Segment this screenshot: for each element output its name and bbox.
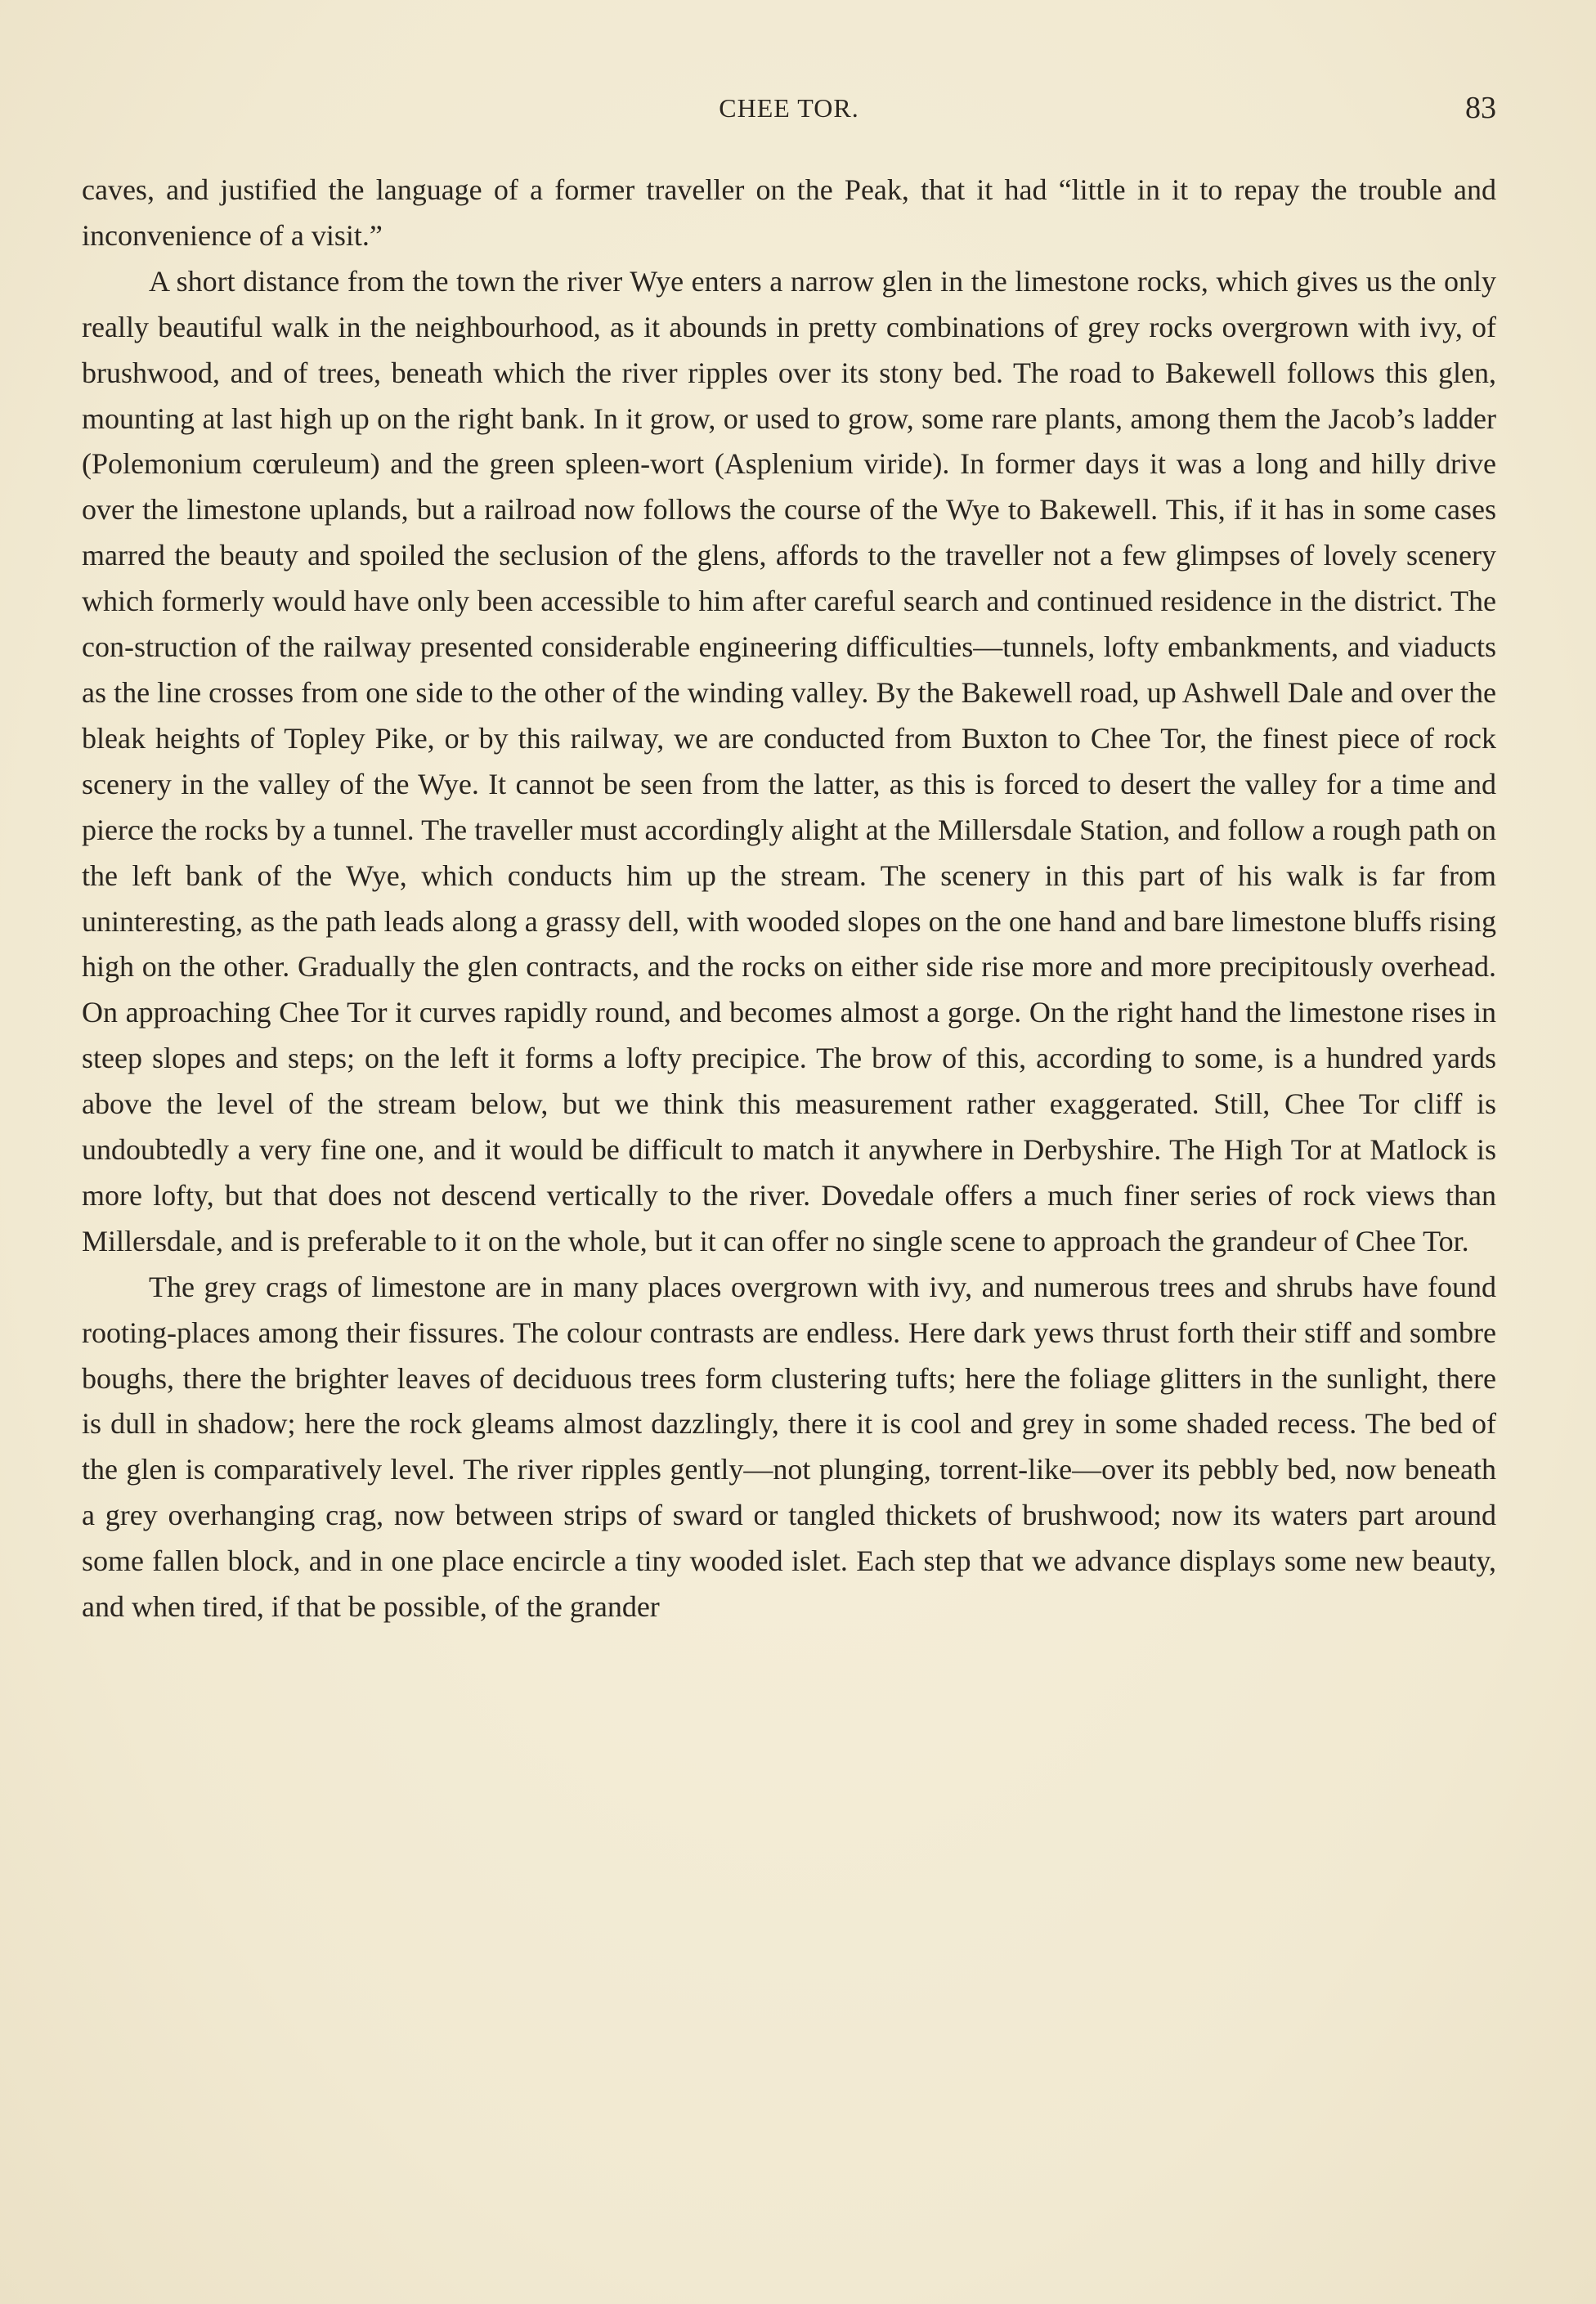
running-head [82, 88, 1496, 129]
paragraph-continuation: caves, and justified the language of a former traveller on the Peak, that it had “little in it to repay the trouble and inconvenience of a visit.” [82, 173, 1496, 252]
paragraph-wye-glen: A short distance from the town the river Wye enters a narrow glen in the limestone rocks, which gives us the only really beautiful walk in the neighbourhood, as it abounds in pretty combinations of grey rocks overgrown with ivy, of brushwood, and of trees, beneath which the river ripples over its stony bed. The road to Bakewell follows this glen, mounting at last high up on the right bank. In it grow, or used to grow, some rare plants, among them the Jacob’s ladder (Polemonium cœruleum) and the green spleen-wort (Asplenium viride). In former days it was a long and hilly drive over the limestone uplands, but a railroad now follows the course of the Wye to Bakewell. This, if it has in some cases marred the beauty and spoiled the seclusion of the glens, affords to the traveller not a few glimpses of lovely scenery which formerly would have only been accessible to him after careful search and continued residence in the district. The con-struction of the railway presented considerable engineering difficulties—tunnels, lofty embankments, and viaducts as the line crosses from one side to the other of the winding valley. By the Bakewell road, up Ashwell Dale and over the bleak heights of Topley Pike, or by this railway, we are conducted from Buxton to Chee Tor, the finest piece of rock scenery in the valley of the Wye. It cannot be seen from the latter, as this is forced to desert the valley for a time and pierce the rocks by a tunnel. The traveller must accordingly alight at the Millersdale Station, and follow a rough path on the left bank of the Wye, which conducts him up the stream. The scenery in this part of his walk is far from uninteresting, as the path leads along a grassy dell, with wooded slopes on the one hand and bare limestone bluffs rising high on the other. Gradually the glen contracts, and the rocks on either side rise more and more precipitously overhead. On approaching Chee Tor it curves rapidly round, and becomes almost a gorge. On the right hand the limestone rises in steep slopes and steps; on the left it forms a lofty precipice. The brow of this, according to some, is a hundred yards above the level of the stream below, but we think this measurement rather exaggerated. Still, Chee Tor cliff is undoubtedly a very fine one, and it would be difficult to match it anywhere in Derbyshire. The High Tor at Matlock is more lofty, but that does not descend vertically to the river. Dovedale offers a much finer series of rock views than Millersdale, and is preferable to it on the whole, but it can offer no single scene to approach the grandeur of Chee Tor. [82, 264, 1496, 1257]
paragraph-grey-crags: The grey crags of limestone are in many places overgrown with ivy, and numerous trees and shrubs have found rooting-places among their fissures. The colour contrasts are endless. Here dark yews thrust forth their stiff and sombre boughs, there the brighter leaves of deciduous trees form clustering tufts; here the foliage glitters in the sunlight, there is dull in shadow; here the rock gleams almost dazzlingly, there it is cool and grey in some shaded recess. The bed of the glen is comparatively level. The river ripples gently—not plunging, torrent-like—over its pebbly bed, now beneath a grey overhanging crag, now between strips of sward or tangled thickets of brushwood; now its waters part around some fallen block, and in one place encircle a tiny wooded islet. Each step that we advance displays some new beauty, and when tired, if that be possible, of the grander [82, 1270, 1496, 1624]
running-title: CHEE TOR. [719, 93, 859, 123]
page-number: 83 [1465, 91, 1496, 125]
body-text [82, 168, 1496, 1630]
